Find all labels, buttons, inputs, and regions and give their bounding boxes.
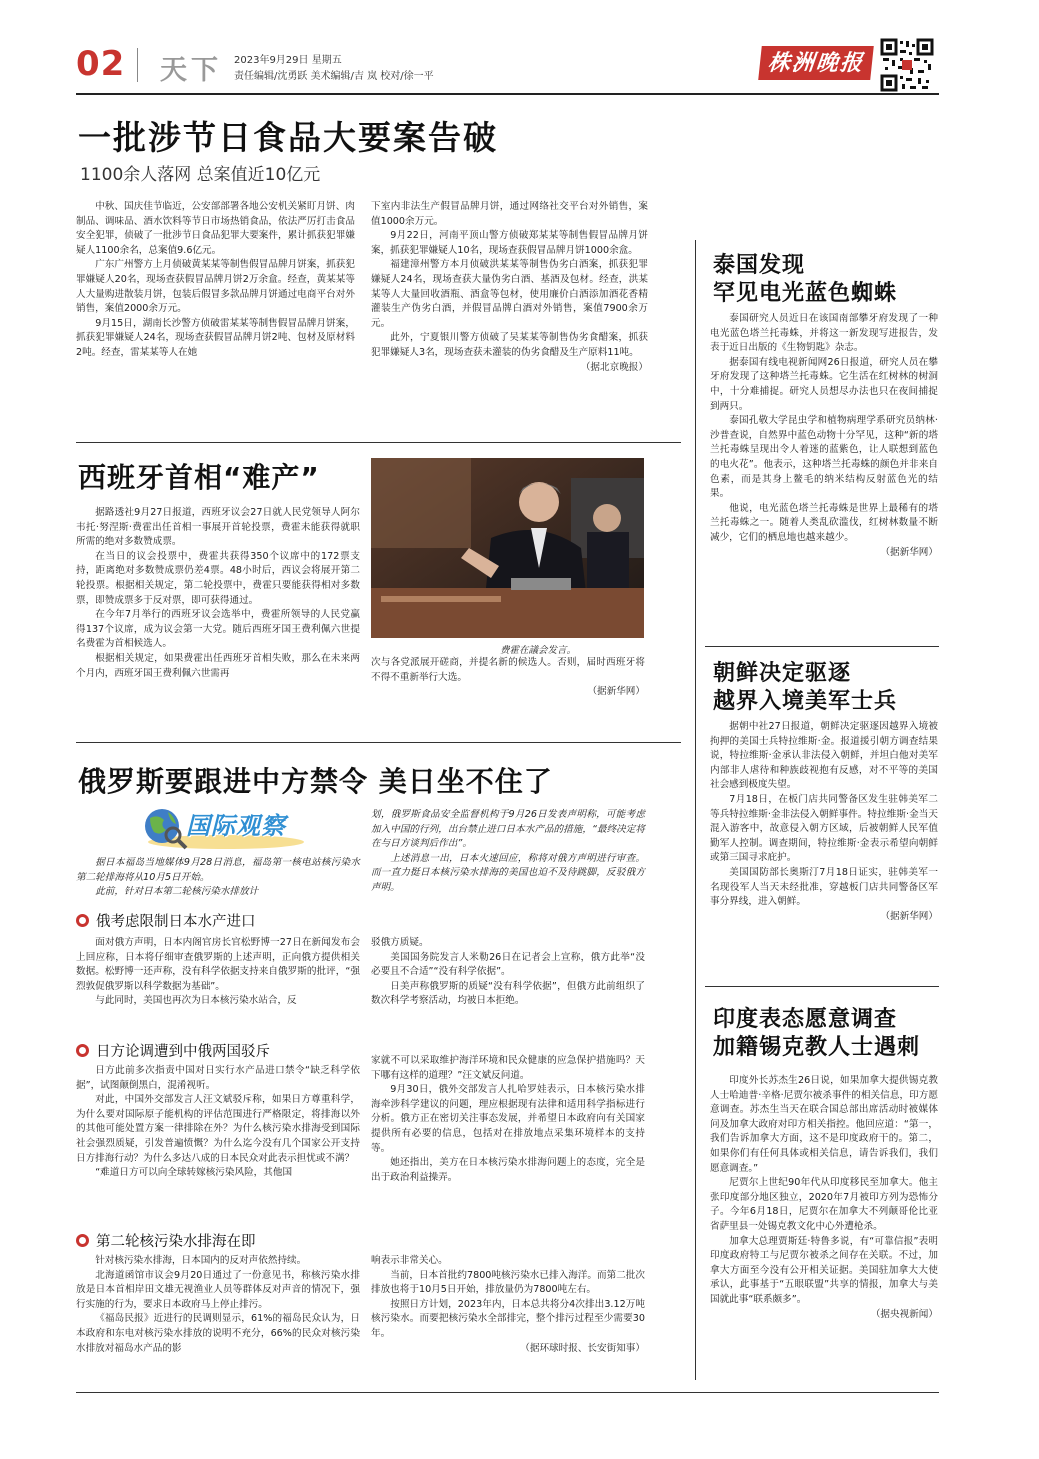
subheading-2 <box>76 1040 270 1061</box>
russia-intro-col2 <box>371 808 645 896</box>
paragraph: 美国国防部长奥斯汀7月18日证实，驻韩美军一名现役军人当天未经批准，穿越板门店共同警备区军事分界线，进入朝鲜。 <box>710 866 938 908</box>
subheading-text: 俄考虑限制日本水产进口 <box>96 914 256 930</box>
paragraph: 据日本福岛当地媒体9月28日消息，福岛第一核电站核污染水第二轮排海将从10月5日开始。 <box>76 857 360 883</box>
subheading-text: 日方论调遭到中俄两国驳斥 <box>96 1044 270 1060</box>
subheading-1 <box>76 910 256 931</box>
korea-body <box>710 720 938 924</box>
spain-body <box>76 506 360 681</box>
paragraph: 划，俄罗斯食品安全监督机构于9月26日发表声明称，可能考虑加入中国的行列，出台禁止进口日本水产品的措施，“最终决定将在与日方谈判后作出”。 <box>371 809 645 850</box>
masthead-divider <box>137 48 138 82</box>
paragraph: 此外，宁夏银川警方侦破了吴某某等制售伪劣食醋案，抓获犯罪嫌疑人3名，现场查获未灌装的伪劣食醋及生产原料11吨。 <box>371 332 648 358</box>
page-number: 02 <box>76 44 126 84</box>
section-rule <box>76 742 681 743</box>
paragraph: 泰国孔敬大学昆虫学和植物病理学系研究员纳林·沙普查说，自然界中蓝色动物十分罕见，这种“新的塔兰托毒蛛呈现出令人着迷的蓝紫色，让人联想到蓝色的电火花”。他表示，这种塔兰托毒蛛的颜色并非来自色素，而是其身上鳌毛的纳米结构反射蓝色光的结果。 <box>710 415 938 500</box>
paragraph: 9月15日，湖南长沙警方侦破雷某某等制售假冒品牌月饼案，抓获犯罪嫌疑人24名，现场查获假冒品牌月饼2吨、包材及原材料2吨。经查，雷某某等人在她 <box>76 317 355 358</box>
bullet-circle-icon <box>76 1044 89 1057</box>
editors-line: 责任编辑/沈勇跃 美术编辑/吉 岚 校对/徐一平 <box>234 71 434 82</box>
korea-headline-1: 朝鲜决定驱逐 <box>713 660 852 686</box>
paragraph: 广东广州警方上月侦破黄某某等制售假冒品牌月饼案，抓获犯罪嫌疑人20名，现场查获假冒品牌月饼2万余盒。经查，黄某某等人大量购进散装月饼，包装后假冒多款品牌月饼通过电商平台对外销售，案值2000余万元。 <box>76 259 355 315</box>
thai-body <box>710 312 938 560</box>
paragraph: 与此同时，美国也再次为日本核污染水站合，反 <box>95 995 297 1007</box>
paragraph: 据朝中社27日报道，朝鲜决定驱逐因越界入境被拘押的美国士兵特拉维斯·金。报道援引朝方调查结果说，特拉维斯·金承认非法侵入朝鲜，并坦白他对美军内部非人虐待和种族歧视抱有反感，对不平等的美国社会感到极度失望。 <box>710 721 938 791</box>
russia-intro <box>76 856 360 900</box>
photo-caption: 费霍在議会发言。 <box>500 645 577 656</box>
masthead-rule <box>76 93 939 95</box>
paragraph: 她还指出，美方在日本核污染水排海问题上的态度，完全是出于政治利益操弄。 <box>371 1157 645 1183</box>
s3-left <box>76 1254 360 1356</box>
paragraph: 根据相关规定，如果费霍出任西班牙首相失败，那么在未来两个月内，西班牙国王费利佩六世需再 <box>76 652 360 679</box>
india-headline-1: 印度表态愿意调查 <box>713 1006 898 1032</box>
korea-headline-2: 越界入境美军士兵 <box>713 688 898 714</box>
source-credit: （据央视新闻） <box>870 1308 938 1320</box>
section-rule <box>705 646 939 647</box>
source-credit: （据新华网） <box>880 910 938 922</box>
subheading-3 <box>76 1230 256 1251</box>
spain-photo <box>371 458 644 638</box>
source-credit: （据新华网） <box>880 546 938 558</box>
bottom-rule <box>76 1392 939 1393</box>
paragraph: 加拿大总理贾斯廷·特鲁多说，有“可靠信报”表明印度政府特工与尼贾尔被杀之间存在关联。不过，加拿大方面至今没有公开相关证据。美国驻加拿大大使承认，此事基于“五眼联盟”共享的情报，加拿大与美国就此事“联系颇多”。 <box>710 1235 938 1305</box>
paragraph: 中秋、国庆佳节临近，公安部部署各地公安机关紧盯月饼、肉制品、调味品、酒水饮料等节日市场热销食品，依法严厉打击食品安全犯罪，侦破了一批涉节日食品犯罪大要案件，累计抓获犯罪嫌疑人1100余名，总案值9.6亿元。 <box>76 201 355 256</box>
thai-headline-2: 罕见电光蓝色蜘蛛 <box>713 280 898 306</box>
s2-left <box>76 1064 360 1181</box>
s1-left <box>76 936 360 1009</box>
paragraph: 家就不可以采取维护海洋环境和民众健康的应急保护措施吗？天下哪有这样的道理？”汪文斌反问道。 <box>371 1055 645 1081</box>
logo-text: 国际观察 <box>186 812 286 840</box>
thai-headline-1: 泰国发现 <box>713 252 806 278</box>
paragraph: 9月22日，河南平顶山警方侦破郑某某等制售假冒品牌月饼案，抓获犯罪嫌疑人10名，现场查获假冒品牌月饼1000余盒。 <box>371 230 648 256</box>
lead-col-1 <box>76 200 355 361</box>
paragraph: 响表示非常关心。 <box>371 1255 448 1266</box>
paragraph: 泰国研究人员近日在该国南部攀牙府发现了一种电光蓝色塔兰托毒蛛，并将这一新发现写进报告，发表于近日出版的《生物钥匙》杂志。 <box>710 313 938 354</box>
paragraph: 按照日方计划，2023年内，日本总共将分4次排出3.12万吨核污染水。而要把核污染水全部排完，整个排污过程至少需要30年。 <box>371 1298 645 1339</box>
source-credit: （据环球时报、长安街知事） <box>520 1342 645 1354</box>
paragraph: 印度外长苏杰生26日说，如果加拿大提供锡克教人士哈迪普·辛格·尼贾尔被杀事件的相关信息，印方愿意调查。苏杰生当天在联合国总部出席活动时被媒体问及加拿大政府对印方相关指控。他回应道：“第一，我们告诉加拿大方面，这不是印度政府干的。第二，如果你们有任何具体或相关信息，请告诉我们，我们愿意调查。” <box>710 1075 938 1174</box>
s1-right <box>371 936 645 1009</box>
paragraph: 据路透社9月27日报道，西班牙议会27日就人民党领导人阿尔韦托·努涅斯·费霍出任首相一事展开首轮投票，费霍未能获得就职所需的绝对多数赞成票。 <box>76 507 360 548</box>
paragraph: 尼贾尔上世纪90年代从印度移民至加拿大。他主张印度部分地区独立，2020年7月被印方列为恐怖分子。今年6月18日，尼贾尔在加拿大不列颠哥伦比亚省萨里县一处锡克教文化中心外遭枪杀。 <box>710 1177 938 1232</box>
paragraph: 《福岛民报》近进行的民调则显示，61%的福岛民众认为，日本政府和东电对核污染水排放的说明不充分，66%的民众对核污染水排放对福岛水产品的影 <box>76 1313 360 1354</box>
paragraph: 美国国务院发言人米勒26日在记者会上宣称，俄方此举“没必要且不合适”“没有科学依据”。 <box>371 951 645 978</box>
paragraph: 9月30日，俄外交部发言人扎哈罗娃表示，日本核污染水排海牵涉科学建议的问题，理应根据现有法律和适用科学指标进行分析。俄方正在密切关注事态发展，并希望日本政府向有关国家提供所有必要的信息，包括对在排放地点采集环境样本的支持等。 <box>371 1084 645 1154</box>
paragraph: 据泰国有线电视新闻网26日报道，研究人员在攀牙府发现了这种塔兰托毒蛛。它生活在红树林的树洞中，十分难捕捉。研究人员想尽办法也只在夜间捕捉到两只。 <box>710 356 938 412</box>
paragraph: 针对核污染水排海，日本国内的反对声依然持续。 <box>95 1255 307 1266</box>
paragraph: 面对俄方声明，日本内阁官房长官松野博一27日在新闻发布会上回应称，日本将仔细审查俄罗斯的上述声明，正向俄方提供相关数据。松野博一还声称，没有科学依据支持来自俄罗斯的批评，“强烈敦促俄罗斯以科学数据为基础”。 <box>76 937 360 992</box>
lead-headline: 一批涉节日食品大要案告破 <box>78 118 498 157</box>
s2-right <box>371 1054 645 1185</box>
spain-continuation <box>371 656 645 700</box>
paragraph: 对此，中国外交部发言人汪文斌驳斥称，如果日方尊重科学，为什么要对国际原子能机构的评估范围进行严格限定，将排海以外的其他可能处置方案一律排除在外？为什么核污染水排海受到国际社会强烈质疑，引发普遍愤慨？为什么迄今没有几个国家公开支持日方排海行动？为什么多达八成的日本民众对此表示担忧或不满？ <box>76 1094 360 1164</box>
spain-headline: 西班牙首相“难产” <box>78 461 320 494</box>
russia-headline: 俄罗斯要跟进中方禁令 美日坐不住了 <box>78 765 553 798</box>
paragraph: 日美声称俄罗斯的质疑“没有科学依据”，但俄方此前组织了数次科学考察活动，均被日本拒绝。 <box>371 980 645 1007</box>
india-headline-2: 加籍锡克教人士遇刺 <box>713 1034 921 1060</box>
section-rule <box>76 442 681 443</box>
paragraph: “难道日方可以向全球转嫁核污染风险，其他国 <box>95 1167 293 1179</box>
qr-code-icon <box>880 38 934 92</box>
paragraph: 他说，电光蓝色塔兰托毒蛛是世界上最稀有的塔兰托毒蛛之一。随着人类乱砍滥伐，红树林数量不断减少，它们的栖息地也越来越少。 <box>710 502 938 543</box>
lead-subheadline: 1100余人落网 总案值近10亿元 <box>80 165 321 185</box>
paragraph: 在当日的议会投票中，费霍共获得350个议席中的172票支持，距离绝对多数赞成票仍差4票。48小时后，西议会将展开第二轮投票。根据相关规定，第二轮投票中，费霍只要能获得相对多数票，即赞成票多于反对票，即可获得通过。 <box>76 550 360 606</box>
paragraph: 下室内非法生产假冒品牌月饼，通过网络社交平台对外销售，案值1000余万元。 <box>371 201 648 227</box>
paragraph: 上述消息一出，日本火速回应，称将对俄方声明进行审查。而一直力挺日本核污染水排海的美国也迫不及待跳脚，反驳俄方声明。 <box>371 852 645 893</box>
india-body <box>710 1074 938 1322</box>
source-credit: （据北京晚报） <box>580 361 648 373</box>
paragraph: 福建漳州警方本月侦破洪某某等制售伪劣白酒案，抓获犯罪嫌疑人24名，现场查获大量伪劣白酒、基酒及包材。经查，洪某某等人大量回收酒瓶、酒盒等包材，使用廉价白酒添加酒花香精灌装生产伪劣白酒，并假冒品牌白酒对外销售，案值7900余万元。 <box>371 259 648 329</box>
paragraph: 北海道函馆市议会9月20日通过了一份意见书，称核污染水排放是日本首相岸田文雄无视渔业人员等群体反对声音的情况下，强行实施的行为，要求日本政府马上停止排污。 <box>76 1269 360 1310</box>
intl-observation-logo <box>140 802 310 852</box>
bullet-circle-icon <box>76 1234 89 1247</box>
bullet-circle-icon <box>76 914 89 927</box>
section-rule <box>705 986 939 987</box>
paragraph: 在今年7月举行的西班牙议会选举中，费霍所领导的人民党赢得137个议席，成为议会第一大党。随后西班牙国王费利佩六世提名费霍为首相候选人。 <box>76 609 360 650</box>
paragraph: 次与各党派展开磋商，并提名新的候选人。否则，届时西班牙将不得不重新举行大选。 <box>371 657 645 683</box>
lead-col-2 <box>371 200 648 375</box>
subheading-text: 第二轮核污染水排海在即 <box>96 1234 256 1250</box>
paragraph: 7月18日，在板门店共同警备区发生驻韩美军二等兵特拉维斯·金非法侵入朝鲜事件。特拉维斯·金当天混入游客中，故意侵入朝方区域，后被朝鲜人民军值勤军人控制。调查期间，特拉维斯·金表示希望向朝鲜或第三国寻求庇护。 <box>710 793 938 864</box>
date-line: 2023年9月29日 星期五 <box>234 55 342 66</box>
paragraph: 此前，针对日本第二轮核污染水排放计 <box>95 886 259 898</box>
source-credit: （据新华网） <box>587 686 645 698</box>
section-name: 天下 <box>160 55 222 86</box>
paragraph: 当前，日本首批约7800吨核污染水已排入海洋。而第二批次排放也将于10月5日开始，排放量仍为7800吨左右。 <box>371 1269 645 1296</box>
paragraph: 日方此前多次指责中国对日实行水产品进口禁令“缺乏科学依据”，试图颠倒黑白，混淆视听。 <box>76 1065 360 1091</box>
s3-right <box>371 1254 645 1356</box>
column-rule <box>695 240 696 1380</box>
paper-logo: 株洲晚报 <box>758 46 874 80</box>
paragraph: 驳俄方质疑。 <box>371 937 429 948</box>
